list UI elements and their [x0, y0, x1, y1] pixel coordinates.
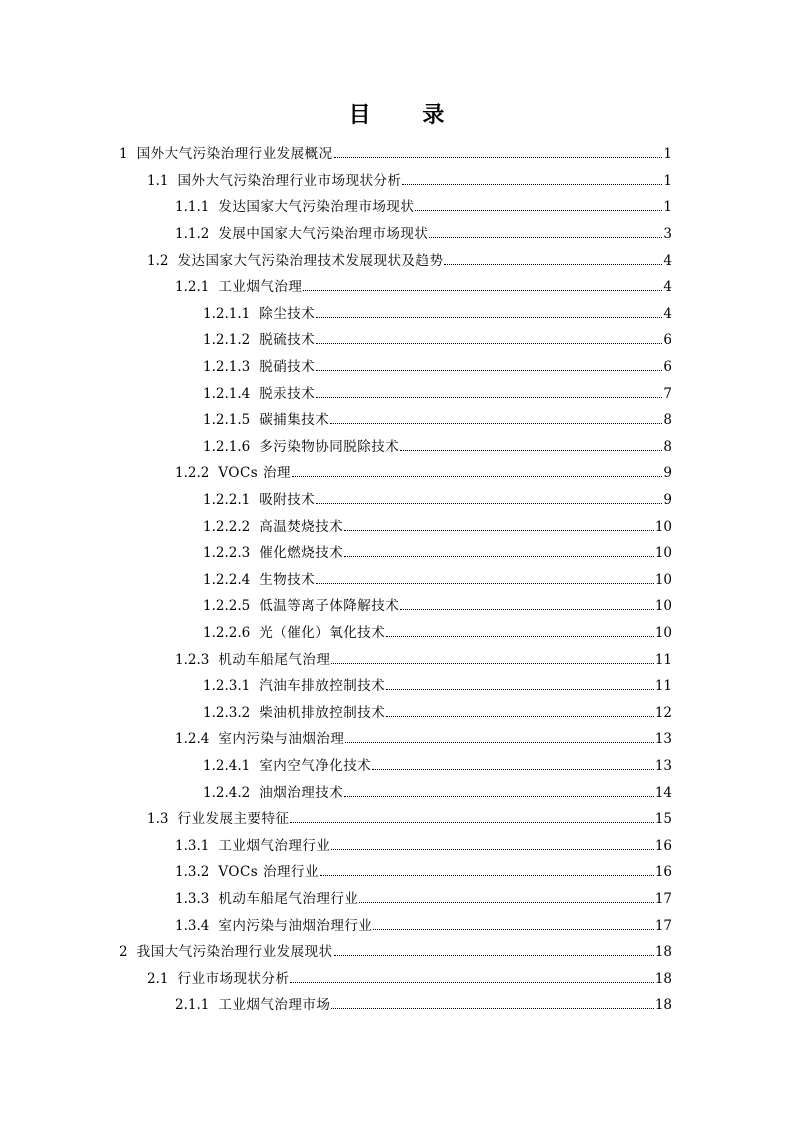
- toc-entry-number: 1.2.2.5: [203, 598, 251, 615]
- toc-entry-line: [175, 890, 793, 908]
- toc-entry-title: VOCs 治理: [218, 465, 291, 482]
- toc-entry[interactable]: [0, 753, 793, 780]
- toc-dot-leader: [316, 317, 662, 318]
- toc-dot-leader: [316, 370, 662, 371]
- toc-dot-leader: [316, 583, 654, 584]
- toc-entry-page-number: 17: [654, 917, 672, 934]
- toc-dot-leader: [331, 663, 653, 664]
- toc-entry-line: [175, 278, 793, 296]
- toc-entry-page-number: 18: [654, 970, 672, 987]
- toc-entry-title: 生物技术: [259, 571, 316, 588]
- toc-entry-title: 柴油机排放控制技术: [259, 704, 386, 721]
- toc-entry-page-number: 10: [654, 624, 672, 641]
- toc-entry-line: [175, 996, 793, 1014]
- toc-entry-number: 1.2.3: [175, 651, 210, 668]
- table-of-contents: [0, 141, 793, 1019]
- toc-entry-line: [203, 438, 793, 456]
- toc-entry-title: 室内污染与油烟治理行业: [218, 917, 373, 934]
- toc-entry-page-number: 4: [663, 305, 672, 322]
- toc-dot-leader: [331, 1008, 653, 1009]
- toc-entry-page-number: 8: [663, 412, 672, 429]
- toc-entry-title: 光（催化）氧化技术: [259, 624, 386, 641]
- toc-dot-leader: [316, 397, 662, 398]
- toc-entry-page-number: 6: [663, 332, 672, 349]
- toc-entry-line: [175, 917, 793, 935]
- toc-dot-leader: [402, 184, 662, 185]
- toc-entry-page-number: 15: [654, 811, 672, 828]
- toc-entry-number: 1.3.4: [175, 917, 210, 934]
- toc-entry-line: [203, 784, 793, 802]
- toc-entry-title: 国外大气污染治理行业市场现状分析: [177, 172, 402, 189]
- toc-entry-line: [203, 491, 793, 509]
- toc-dot-leader: [386, 689, 654, 690]
- toc-entry-title: 室内污染与油烟治理: [218, 731, 345, 748]
- toc-entry-title: 汽油车排放控制技术: [259, 678, 386, 695]
- page-title: 目 录: [348, 103, 467, 128]
- toc-entry-number: 1.1: [147, 172, 169, 189]
- toc-entry-number: 1.2.2.6: [203, 624, 251, 641]
- toc-entry-number: 1: [119, 146, 128, 163]
- toc-entry-page-number: 13: [654, 731, 672, 748]
- toc-entry-line: [203, 331, 793, 349]
- toc-dot-leader: [316, 343, 662, 344]
- toc-entry-title: 工业烟气治理: [218, 279, 303, 296]
- toc-dot-leader: [415, 210, 662, 211]
- toc-entry-line: [119, 943, 793, 961]
- toc-entry-line: [147, 810, 793, 828]
- toc-entry-page-number: 6: [663, 359, 672, 376]
- toc-entry-page-number: 11: [654, 651, 672, 668]
- toc-entry[interactable]: [0, 380, 793, 407]
- toc-entry-title: 工业烟气治理行业: [218, 837, 331, 854]
- toc-dot-leader: [359, 902, 653, 903]
- toc-entry-title: 除尘技术: [259, 305, 316, 322]
- toc-entry[interactable]: [0, 434, 793, 461]
- toc-entry-page-number: 10: [654, 598, 672, 615]
- toc-entry-number: 1.2.4.1: [203, 757, 251, 774]
- toc-entry[interactable]: [0, 540, 793, 567]
- toc-entry[interactable]: [0, 460, 793, 487]
- toc-dot-leader: [386, 716, 654, 717]
- toc-entry-page-number: 10: [654, 545, 672, 562]
- toc-entry-page-number: 10: [654, 518, 672, 535]
- toc-entry[interactable]: [0, 593, 793, 620]
- toc-entry-title: 发达国家大气污染治理市场现状: [218, 199, 415, 216]
- toc-dot-leader: [372, 769, 654, 770]
- toc-entry-number: 1.2.2.1: [203, 492, 251, 509]
- toc-dot-leader: [331, 849, 653, 850]
- toc-entry-line: [203, 704, 793, 722]
- toc-dot-leader: [290, 822, 653, 823]
- toc-entry-number: 1.2.2.4: [203, 571, 251, 588]
- toc-entry-line: [203, 411, 793, 429]
- toc-entry-line: [175, 464, 793, 482]
- toc-entry[interactable]: [0, 886, 793, 913]
- toc-entry-page-number: 13: [654, 757, 672, 774]
- toc-entry[interactable]: [0, 859, 793, 886]
- toc-entry-page-number: 7: [663, 385, 672, 402]
- toc-entry-number: 1.2.1.2: [203, 332, 251, 349]
- toc-entry-page-number: 4: [663, 252, 672, 269]
- toc-entry-title: 脱硫技术: [259, 332, 316, 349]
- toc-entry-page-number: 1: [663, 199, 672, 216]
- toc-entry-line: [203, 597, 793, 615]
- toc-entry-title: 高温焚烧技术: [259, 518, 344, 535]
- toc-entry[interactable]: [0, 354, 793, 381]
- toc-entry[interactable]: [0, 247, 793, 274]
- toc-entry-page-number: 12: [654, 704, 672, 721]
- toc-entry-title: 催化燃烧技术: [259, 545, 344, 562]
- toc-entry-title: 多污染物协同脱除技术: [259, 438, 400, 455]
- toc-entry-number: 1.2.2.2: [203, 518, 251, 535]
- toc-entry-number: 1.2.3.1: [203, 678, 251, 695]
- toc-dot-leader: [344, 556, 654, 557]
- toc-entry-title: 脱硝技术: [259, 359, 316, 376]
- toc-dot-leader: [386, 636, 654, 637]
- toc-entry-title: VOCs 治理行业: [218, 864, 319, 881]
- toc-entry-number: 1.2.2.3: [203, 545, 251, 562]
- toc-entry-number: 2: [119, 944, 128, 961]
- toc-entry-line: [203, 518, 793, 536]
- toc-entry-number: 2.1.1: [175, 997, 210, 1014]
- toc-entry-page-number: 4: [663, 279, 672, 296]
- toc-dot-leader: [292, 476, 662, 477]
- toc-entry-line: [175, 198, 793, 216]
- toc-entry[interactable]: [0, 301, 793, 328]
- toc-entry-page-number: 18: [654, 944, 672, 961]
- toc-entry-number: 1.2: [147, 252, 169, 269]
- toc-entry-title: 国外大气污染治理行业发展概况: [136, 146, 333, 163]
- toc-entry-title: 碳捕集技术: [259, 412, 330, 429]
- toc-entry-line: [147, 252, 793, 270]
- toc-entry[interactable]: [0, 221, 793, 248]
- toc-entry-number: 1.2.4.2: [203, 784, 251, 801]
- toc-dot-leader: [444, 264, 662, 265]
- toc-entry-number: 1.2.1.1: [203, 305, 251, 322]
- toc-entry-line: [175, 651, 793, 669]
- toc-entry-page-number: 1: [663, 172, 672, 189]
- toc-entry[interactable]: [0, 567, 793, 594]
- toc-dot-leader: [330, 423, 662, 424]
- toc-entry[interactable]: [0, 646, 793, 673]
- toc-entry-title: 油烟治理技术: [259, 784, 344, 801]
- toc-entry-title: 脱汞技术: [259, 385, 316, 402]
- toc-entry[interactable]: [0, 487, 793, 514]
- toc-entry-page-number: 9: [663, 492, 672, 509]
- toc-entry-page-number: 3: [663, 226, 672, 243]
- toc-dot-leader: [373, 929, 653, 930]
- toc-entry-number: 1.2.1.6: [203, 438, 251, 455]
- toc-entry-line: [203, 624, 793, 642]
- toc-entry-title: 机动车船尾气治理: [218, 651, 331, 668]
- toc-entry-number: 1.1.2: [175, 226, 210, 243]
- toc-entry-title: 发展中国家大气污染治理市场现状: [218, 226, 429, 243]
- toc-entry-line: [203, 677, 793, 695]
- toc-entry[interactable]: [0, 939, 793, 966]
- toc-entry-line: [203, 385, 793, 403]
- toc-entry[interactable]: [0, 407, 793, 434]
- toc-entry[interactable]: [0, 699, 793, 726]
- toc-entry-number: 1.2.3.2: [203, 704, 251, 721]
- toc-entry[interactable]: [0, 965, 793, 992]
- toc-entry[interactable]: [0, 168, 793, 195]
- toc-dot-leader: [344, 530, 654, 531]
- toc-entry-number: 1.3.3: [175, 890, 210, 907]
- toc-entry-line: [147, 172, 793, 190]
- toc-entry-title: 吸附技术: [259, 492, 316, 509]
- toc-entry-line: [147, 970, 793, 988]
- toc-dot-leader: [429, 237, 662, 238]
- toc-entry-line: [203, 571, 793, 589]
- toc-entry[interactable]: [0, 274, 793, 301]
- toc-dot-leader: [400, 609, 654, 610]
- toc-entry-number: 1.2.1.5: [203, 412, 251, 429]
- toc-entry-page-number: 10: [654, 571, 672, 588]
- toc-entry-line: [203, 757, 793, 775]
- toc-dot-leader: [316, 503, 662, 504]
- toc-entry-line: [203, 544, 793, 562]
- toc-dot-leader: [400, 450, 662, 451]
- toc-entry-number: 1.2.4: [175, 731, 210, 748]
- toc-entry[interactable]: [0, 673, 793, 700]
- toc-entry-line: [175, 225, 793, 243]
- toc-entry-number: 1.3.1: [175, 837, 210, 854]
- toc-entry-title: 行业市场现状分析: [177, 970, 290, 987]
- toc-entry-title: 我国大气污染治理行业发展现状: [136, 944, 333, 961]
- toc-entry-page-number: 14: [654, 784, 672, 801]
- toc-entry-page-number: 11: [654, 678, 672, 695]
- toc-entry-number: 1.1.1: [175, 199, 210, 216]
- toc-entry[interactable]: [0, 726, 793, 753]
- toc-entry[interactable]: [0, 992, 793, 1019]
- toc-entry-title: 行业发展主要特征: [177, 811, 290, 828]
- toc-entry[interactable]: [0, 513, 793, 540]
- toc-entry-number: 1.3: [147, 811, 169, 828]
- toc-entry-line: [203, 305, 793, 323]
- toc-entry-page-number: 18: [654, 997, 672, 1014]
- toc-dot-leader: [334, 955, 654, 956]
- toc-dot-leader: [303, 290, 662, 291]
- toc-entry-line: [175, 837, 793, 855]
- toc-entry-number: 1.2.1.3: [203, 359, 251, 376]
- toc-entry-number: 2.1: [147, 970, 169, 987]
- toc-entry-line: [119, 145, 793, 163]
- toc-entry-title: 低温等离子体降解技术: [259, 598, 400, 615]
- toc-dot-leader: [345, 742, 653, 743]
- toc-entry-title: 工业烟气治理市场: [218, 997, 331, 1014]
- toc-entry[interactable]: [0, 327, 793, 354]
- toc-entry-page-number: 16: [654, 864, 672, 881]
- toc-entry-page-number: 17: [654, 890, 672, 907]
- toc-entry[interactable]: [0, 912, 793, 939]
- toc-entry[interactable]: [0, 806, 793, 833]
- toc-dot-leader: [344, 796, 654, 797]
- toc-entry-line: [175, 863, 793, 881]
- toc-entry-number: 1.2.2: [175, 465, 210, 482]
- toc-entry-page-number: 1: [663, 146, 672, 163]
- toc-entry[interactable]: [0, 832, 793, 859]
- toc-dot-leader: [334, 157, 663, 158]
- toc-entry-line: [203, 358, 793, 376]
- toc-entry-title: 机动车船尾气治理行业: [218, 890, 359, 907]
- toc-dot-leader: [320, 875, 654, 876]
- toc-entry-line: [175, 730, 793, 748]
- toc-entry[interactable]: [0, 620, 793, 647]
- toc-entry-page-number: 16: [654, 837, 672, 854]
- toc-dot-leader: [290, 982, 653, 983]
- toc-entry-number: 1.2.1: [175, 279, 210, 296]
- toc-entry[interactable]: [0, 194, 793, 221]
- toc-entry-page-number: 8: [663, 438, 672, 455]
- toc-entry-title: 发达国家大气污染治理技术发展现状及趋势: [177, 252, 444, 269]
- toc-entry-number: 1.3.2: [175, 864, 210, 881]
- toc-entry-title: 室内空气净化技术: [259, 757, 372, 774]
- toc-entry[interactable]: [0, 779, 793, 806]
- toc-entry[interactable]: [0, 141, 793, 168]
- toc-entry-number: 1.2.1.4: [203, 385, 251, 402]
- toc-entry-page-number: 9: [663, 465, 672, 482]
